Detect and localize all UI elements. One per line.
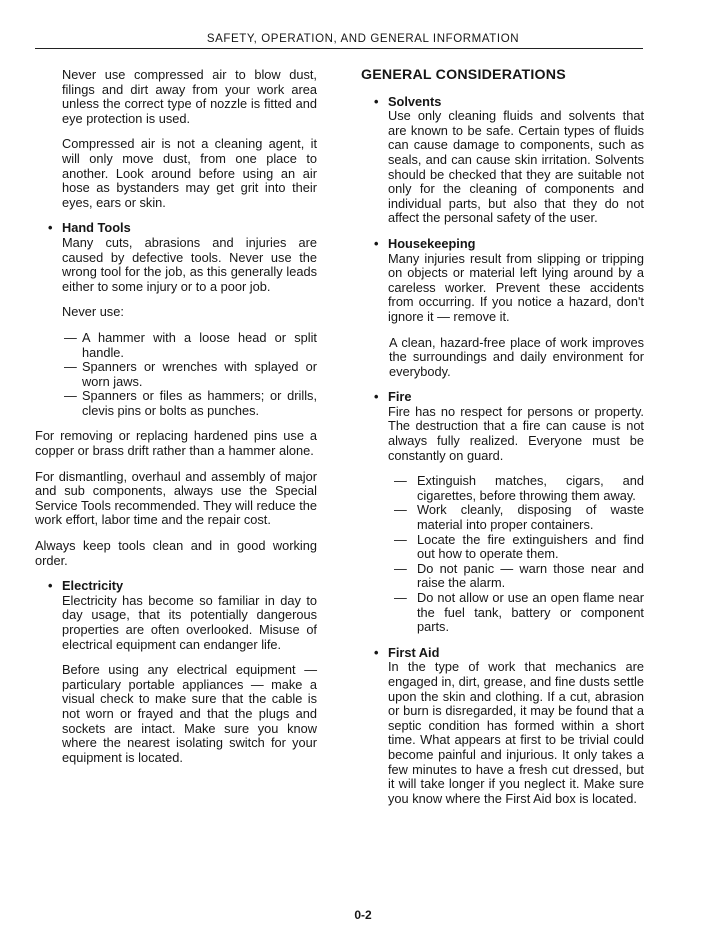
electricity-title: Electricity <box>62 578 124 594</box>
housekeeping-text: Many injuries result from slipping or tripping on objects or material left lying around by a careless worker. Prevent these accidents from occurring. If you notice a hazard, don't ignore it — remove it. <box>388 250 644 324</box>
fire-text: Fire has no respect for persons or property. The destruction that a fire can cause is not always fully realized. Everyone must be constantly on guard. <box>388 403 644 463</box>
list-item-text: Extinguish matches, cigars, and cigarettes, before throwing them away. <box>417 473 644 503</box>
bullet-icon: • <box>48 578 53 594</box>
electricity-text: Electricity has become so familiar in day to day usage, that its potentially dangerous properties are often overlooked. Misuse of electrical equipment can endanger life. <box>62 592 317 652</box>
hand-tools-title: Hand Tools <box>62 220 131 236</box>
fire-precautions-list <box>361 474 644 635</box>
hand-tools-section <box>35 221 317 294</box>
housekeeping-section <box>361 237 644 325</box>
page-number: 0-2 <box>354 908 372 922</box>
hand-tools-text: Many cuts, abrasions and injuries are caused by defective tools. Never use the wrong tool for the job, as this generally leads either to some injury or to a poor job. <box>62 234 317 294</box>
dash-icon: — <box>64 388 77 404</box>
solvents-section <box>361 95 644 226</box>
dash-icon: — <box>64 329 77 345</box>
list-item-text: Spanners or wrenches with splayed or worn jaws. <box>82 359 317 389</box>
list-item <box>361 503 644 532</box>
fire-title: Fire <box>388 389 412 405</box>
compressed-air-warning: Compressed air is not a cleaning agent, it will only move dust, from one place to another. Look around before using an air hose as bystanders may get grit into their eyes, ears or skin. <box>62 136 317 210</box>
list-item-text: Spanners or files as hammers; or drills, clevis pins or bolts as punches. <box>82 388 317 418</box>
list-item-text: A hammer with a loose head or split handle. <box>82 329 317 360</box>
housekeeping-title: Housekeeping <box>388 235 476 251</box>
housekeeping-clean-paragraph: A clean, hazard-free place of work improves the surroundings and daily environment for everybody. <box>389 334 644 379</box>
list-item <box>361 533 644 562</box>
bullet-icon: • <box>374 235 379 251</box>
solvents-text: Use only cleaning fluids and solvents that are known to be safe. Certain types of fluids can cause damage to components, such as seals, and can cause skin irritation. Solvents should be checked that they are suitable not only for the cleaning of components and individual parts, but also that they do not affect the personal safety of the user. <box>388 108 644 226</box>
compressed-air-paragraph: Never use compressed air to blow dust, filings and dirt away from your work area unless the correct type of nozzle is fitted and eye protection is used. <box>62 67 317 126</box>
fire-section <box>361 390 644 463</box>
list-item-text: Work cleanly, disposing of waste material into proper containers. <box>417 502 644 533</box>
solvents-title: Solvents <box>388 93 442 109</box>
general-considerations-title: GENERAL CONSIDERATIONS <box>361 67 566 83</box>
dash-icon: — <box>394 560 407 576</box>
first-aid-text: In the type of work that mechanics are engaged in, dirt, grease, and fine dusts settle upon the skin and clothing. If a cut, abrasion or burn is disregarded, it may be found that a septic condition has formed within a short time. What appears at first to be trivial could become painful and injurious. It only takes a few minutes to have a fresh cut dressed, but it will take longer if you neglect it. Make sure you know where the First Aid box is located. <box>388 659 644 806</box>
list-item <box>35 389 317 418</box>
dash-icon: — <box>394 531 407 547</box>
bullet-icon: • <box>374 644 379 660</box>
header-rule <box>35 48 643 49</box>
bullet-icon: • <box>48 220 53 236</box>
dash-icon: — <box>394 590 407 605</box>
dash-icon: — <box>394 502 407 518</box>
list-item <box>361 474 644 503</box>
bullet-icon: • <box>374 93 379 109</box>
dash-icon: — <box>394 473 407 489</box>
list-item-text: Do not allow or use an open flame near the fuel tank, battery or component parts. <box>417 590 644 635</box>
never-use-list <box>35 331 317 419</box>
never-use-label: Never use: <box>62 304 124 320</box>
electricity-section <box>35 579 317 652</box>
dash-icon: — <box>64 359 77 375</box>
list-item <box>35 331 317 360</box>
first-aid-title: First Aid <box>388 644 440 660</box>
electricity-check-paragraph: Before using any electrical equipment — particulary portable appliances — make a visual check to make sure that the cable is not worn or frayed and that the plugs and sockets are intact. Make sure you know where the nearest isolating switch for your equipment is located. <box>62 662 317 765</box>
list-item <box>361 591 644 635</box>
hardened-pins-paragraph: For removing or replacing hardened pins use a copper or brass drift rather than a hammer alone. <box>35 428 317 459</box>
list-item <box>361 562 644 591</box>
bullet-icon: • <box>374 389 379 405</box>
right-column <box>361 68 644 817</box>
special-tools-paragraph: For dismantling, overhaul and assembly of major and sub components, always use the Special Service Tools recommended. They will reduce the work effort, labor time and the repair cost. <box>35 468 317 528</box>
clean-tools-paragraph: Always keep tools clean and in good working order. <box>35 538 317 568</box>
list-item-text: Locate the fire extinguishers and find out how to operate them. <box>417 531 644 562</box>
first-aid-section <box>361 646 644 807</box>
left-column <box>35 68 317 776</box>
page-header: SAFETY, OPERATION, AND GENERAL INFORMATION <box>206 33 520 45</box>
list-item-text: Do not panic — warn those near and raise the alarm. <box>417 560 644 591</box>
list-item <box>35 360 317 389</box>
